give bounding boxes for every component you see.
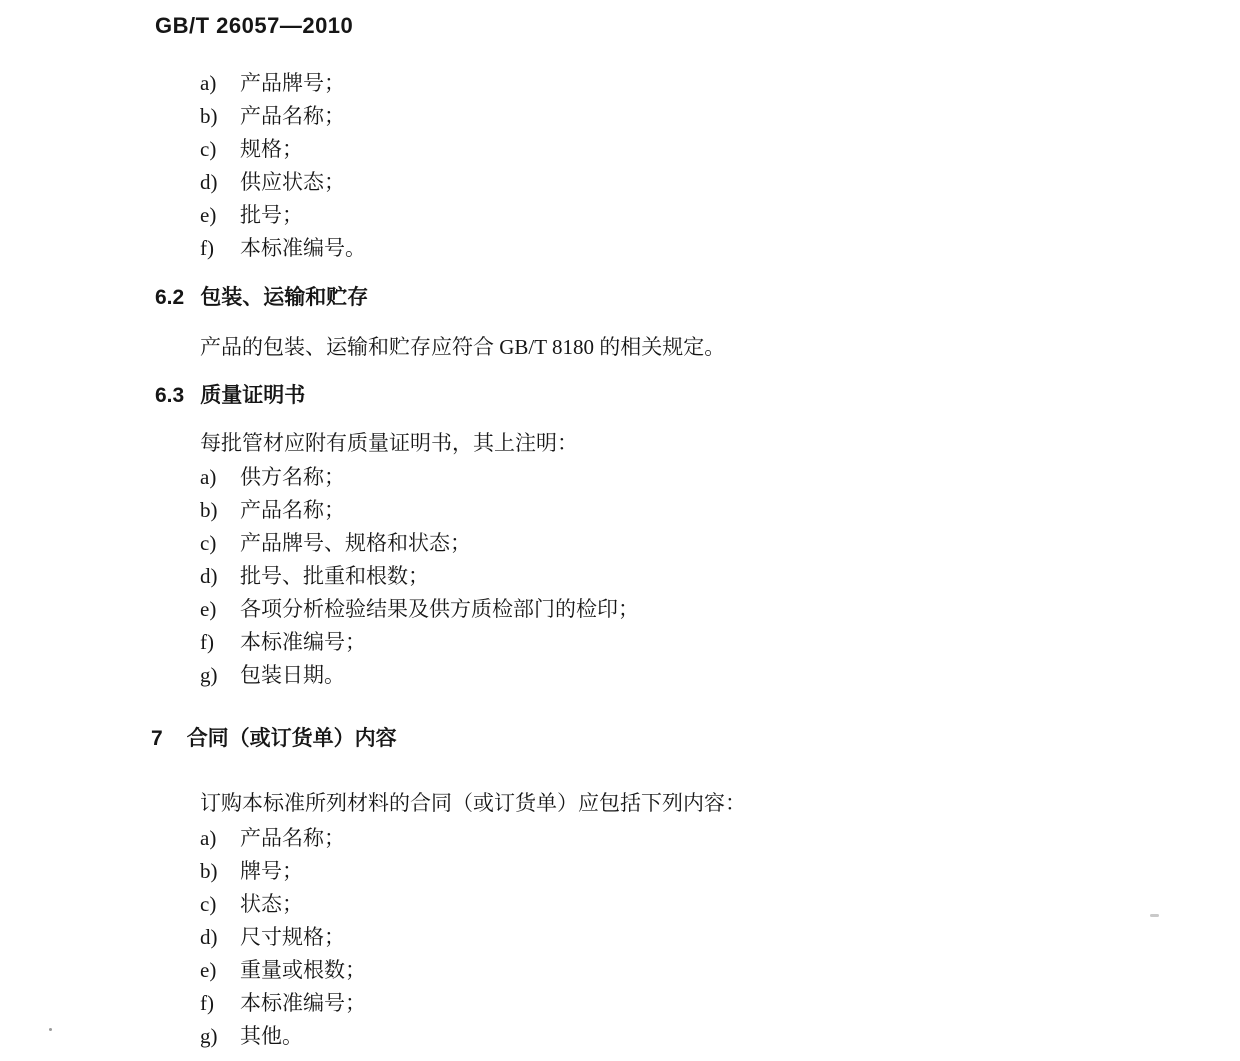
list-item-text: 各项分析检验结果及供方质检部门的检印； [240, 597, 639, 621]
list-item [200, 133, 366, 166]
list-item-text: 包装日期。 [240, 663, 345, 687]
section-title: 质量证明书 [200, 384, 306, 407]
marking-list [200, 67, 366, 265]
list-item-marker: c) [200, 892, 217, 916]
list-item [200, 921, 366, 954]
list-item [200, 560, 639, 593]
list-item [200, 67, 366, 100]
list-item-text: 批号、批重和根数； [240, 564, 429, 588]
list-item-marker: c) [200, 531, 217, 555]
quality-certificate-list [200, 461, 639, 692]
list-item-marker: f) [200, 236, 214, 260]
list-item-marker: d) [200, 564, 218, 588]
section-title: 合同（或订货单）内容 [186, 727, 397, 750]
list-item-marker: e) [200, 597, 217, 621]
section-7-intro: 订购本标准所列材料的合同（或订货单）应包括下列内容： [200, 791, 746, 815]
list-item-text: 牌号； [240, 859, 303, 883]
list-item-marker: e) [200, 958, 217, 982]
section-title: 包装、运输和贮存 [200, 286, 369, 309]
scan-speck [49, 1028, 52, 1031]
section-number: 6.3 [155, 384, 185, 407]
list-item-text: 重量或根数； [240, 958, 366, 982]
list-item-marker: f) [200, 630, 214, 654]
list-item [200, 626, 639, 659]
list-item-text: 规格； [240, 137, 303, 161]
list-item-marker: a) [200, 465, 217, 489]
section-6-2-paragraph: 产品的包装、运输和贮存应符合 GB/T 8180 的相关规定。 [200, 335, 726, 359]
list-item-marker: e) [200, 203, 217, 227]
list-item-marker: a) [200, 71, 217, 95]
list-item-marker: b) [200, 859, 218, 883]
list-item [200, 527, 639, 560]
list-item-text: 产品牌号、规格和状态； [240, 531, 471, 555]
list-item-text: 产品牌号； [240, 71, 345, 95]
section-heading-7 [151, 722, 397, 755]
list-item [200, 199, 366, 232]
list-item-marker: c) [200, 137, 217, 161]
list-item-text: 产品名称； [240, 826, 345, 850]
section-number: 6.2 [155, 286, 185, 309]
list-item-marker: b) [200, 498, 218, 522]
list-item [200, 100, 366, 133]
scan-smudge [1150, 914, 1159, 917]
contract-content-list [200, 822, 366, 1053]
list-item [200, 659, 639, 692]
list-item [200, 593, 639, 626]
list-item [200, 494, 639, 527]
list-item-text: 尺寸规格； [240, 925, 345, 949]
list-item-text: 其他。 [240, 1024, 303, 1048]
list-item [200, 461, 639, 494]
list-item [200, 166, 366, 199]
list-item-marker: g) [200, 1024, 218, 1048]
list-item-text: 状态； [240, 892, 303, 916]
list-item-marker: d) [200, 170, 218, 194]
section-6-3-intro: 每批管材应附有质量证明书，其上注明： [200, 431, 578, 455]
list-item-text: 产品名称； [240, 104, 345, 128]
list-item-text: 本标准编号； [240, 991, 366, 1015]
list-item-text: 本标准编号； [240, 630, 366, 654]
list-item-text: 供方名称； [240, 465, 345, 489]
list-item [200, 855, 366, 888]
list-item-text: 供应状态； [240, 170, 345, 194]
list-item-marker: d) [200, 925, 218, 949]
list-item-marker: g) [200, 663, 218, 687]
list-item [200, 822, 366, 855]
list-item-text: 批号； [240, 203, 303, 227]
list-item-text: 产品名称； [240, 498, 345, 522]
list-item [200, 232, 366, 265]
list-item [200, 888, 366, 921]
list-item-marker: b) [200, 104, 218, 128]
section-heading-6-2 [155, 281, 368, 314]
list-item-marker: f) [200, 991, 214, 1015]
list-item [200, 1020, 366, 1053]
section-number: 7 [151, 727, 163, 750]
list-item [200, 987, 366, 1020]
list-item-text: 本标准编号。 [240, 236, 366, 260]
section-heading-6-3 [155, 379, 305, 412]
standard-number-header: GB/T 26057—2010 [155, 13, 354, 38]
list-item [200, 954, 366, 987]
list-item-marker: a) [200, 826, 217, 850]
